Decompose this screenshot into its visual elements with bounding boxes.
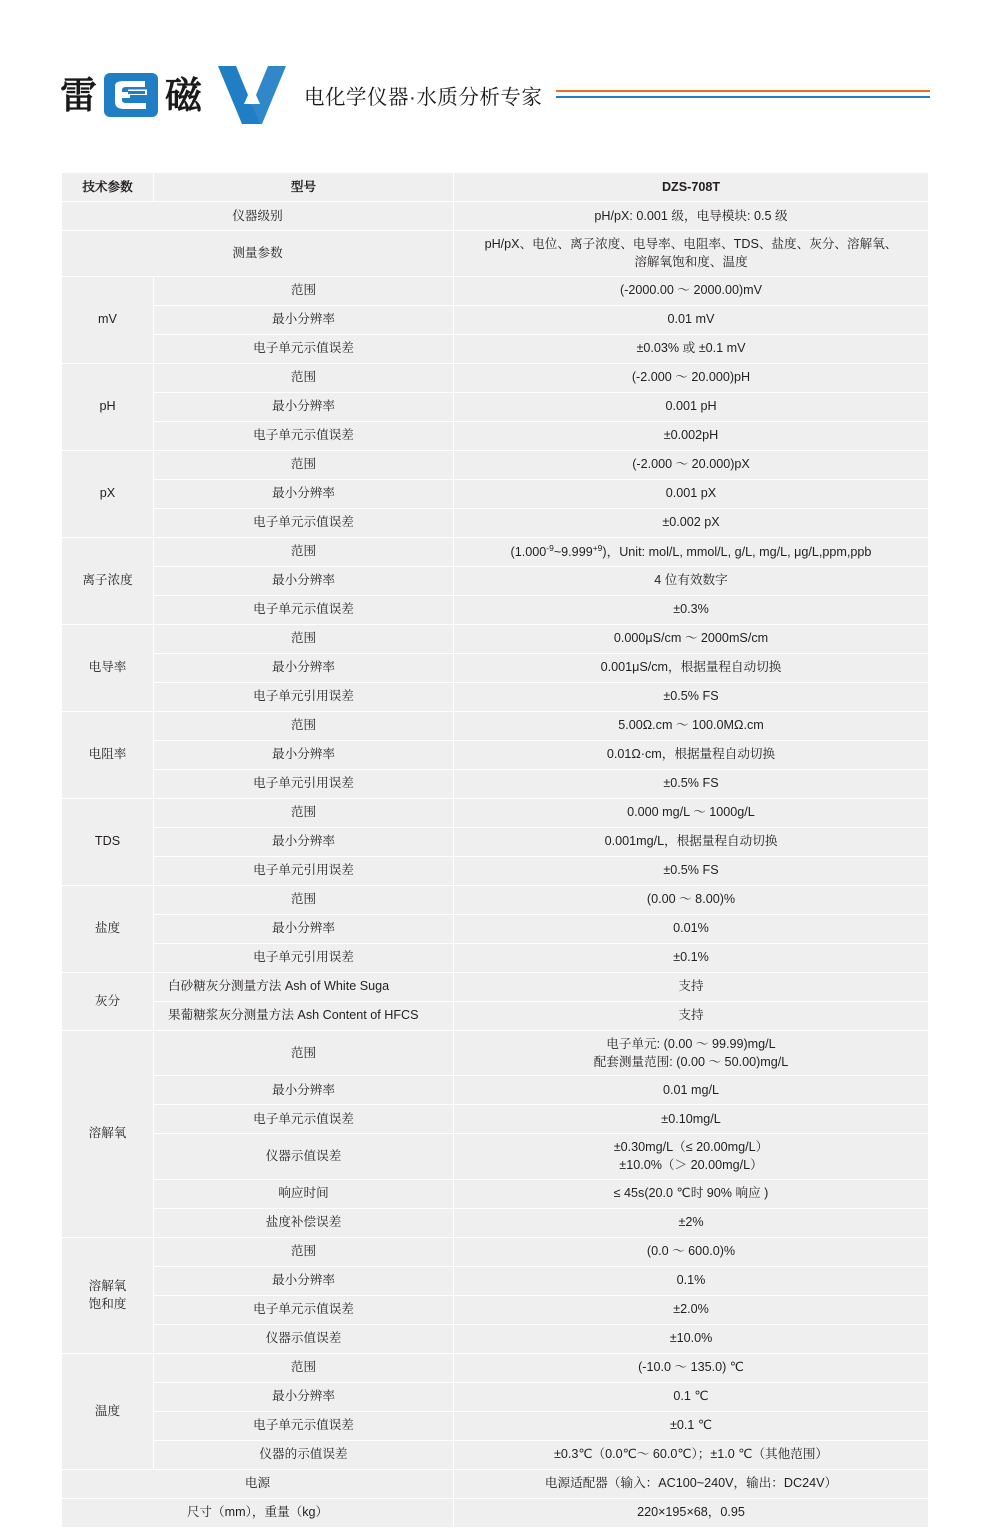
row-value: 0.000μS/cm ～ 2000mS/cm [454,624,929,653]
row-value: ±0.3% [454,595,929,624]
table-header-row [62,173,929,202]
row-label: 尺寸（mm），重量（kg） [62,1498,454,1527]
brand-logo [60,73,202,117]
table-row [62,231,929,277]
row-value: (0.00 ～ 8.00)% [454,885,929,914]
row-value: ±0.5% FS [454,769,929,798]
spec-table-head [62,173,929,202]
row-label: 测量参数 [62,231,454,277]
row-label: 最小分辨率 [154,392,454,421]
row-category: pX [62,450,154,537]
row-value: 0.001 pH [454,392,929,421]
table-row [62,1498,929,1527]
row-value: ±0.03% 或 ±0.1 mV [454,334,929,363]
row-value: 0.1% [454,1266,929,1295]
spec-table-body [62,202,929,1528]
row-value: (0.0 ～ 600.0)% [454,1237,929,1266]
row-label: 最小分辨率 [154,566,454,595]
row-value: 220×195×68，0.95 [454,1498,929,1527]
table-row [62,798,929,827]
row-category: 溶解氧 饱和度 [62,1237,154,1353]
row-label: 电子单元引用误差 [154,682,454,711]
table-row [62,479,929,508]
row-category: 溶解氧 [62,1030,154,1237]
table-row [62,595,929,624]
table-row [62,1076,929,1105]
spec-table [61,172,929,1528]
row-category: 温度 [62,1353,154,1469]
row-value: 支持 [454,972,929,1001]
row-label: 范围 [154,1353,454,1382]
table-row [62,566,929,595]
row-label: 电源 [62,1469,454,1498]
header-rules [556,89,930,101]
row-label: 最小分辨率 [154,740,454,769]
table-row [62,624,929,653]
page-header [60,55,930,135]
row-label: 响应时间 [154,1179,454,1208]
table-row [62,508,929,537]
header-rule-orange [556,90,930,92]
table-row [62,885,929,914]
row-category: 灰分 [62,972,154,1030]
table-row [62,305,929,334]
row-label: 范围 [154,885,454,914]
table-row [62,653,929,682]
table-row [62,856,929,885]
row-label: 范围 [154,711,454,740]
row-value: (-10.0 ～ 135.0) ℃ [454,1353,929,1382]
table-row [62,972,929,1001]
row-label: 电子单元示值误差 [154,421,454,450]
row-category: 电阻率 [62,711,154,798]
row-category: 离子浓度 [62,537,154,624]
logo-char-left: 雷 [60,73,97,117]
row-value: ±0.3℃（0.0℃～ 60.0℃）；±1.0 ℃（其他范围） [454,1440,929,1469]
row-label: 最小分辨率 [154,1382,454,1411]
row-value: 0.01 mg/L [454,1076,929,1105]
row-label: 最小分辨率 [154,1076,454,1105]
table-row [62,1440,929,1469]
table-row [62,1382,929,1411]
row-value: ±2% [454,1208,929,1237]
row-label: 范围 [154,363,454,392]
row-value: ±0.002 pX [454,508,929,537]
table-row [62,1001,929,1030]
table-row [62,1134,929,1180]
row-label: 范围 [154,1237,454,1266]
row-value: 5.00Ω.cm ～ 100.0MΩ.cm [454,711,929,740]
row-label: 范围 [154,798,454,827]
logo-char-right: 磁 [165,73,202,117]
table-row [62,537,929,566]
x-mark-icon [216,64,288,126]
row-label: 电子单元示值误差 [154,334,454,363]
row-value: ±0.1 ℃ [454,1411,929,1440]
brand-slogan: 电化学仪器·水质分析专家 [304,86,543,109]
row-label: 电子单元示值误差 [154,1411,454,1440]
row-value: ±2.0% [454,1295,929,1324]
row-value: 4 位有效数字 [454,566,929,595]
row-value: 0.01Ω·cm，根据量程自动切换 [454,740,929,769]
row-value: 0.001μS/cm，根据量程自动切换 [454,653,929,682]
row-value: 0.1 ℃ [454,1382,929,1411]
row-value: 电子单元: (0.00 ～ 99.99)mg/L 配套测量范围: (0.00 ～ 50.00)mg/L [454,1030,929,1076]
row-value: ±0.002pH [454,421,929,450]
row-category: mV [62,276,154,363]
row-value: (-2.000 ～ 20.000)pX [454,450,929,479]
spec-table-wrap [61,172,929,1528]
row-label: 最小分辨率 [154,653,454,682]
row-label: 电子单元引用误差 [154,856,454,885]
row-value: pH/pX、电位、离子浓度、电导率、电阻率、TDS、盐度、灰分、溶解氧、 溶解氧饱和度、温度 [454,231,929,277]
row-label: 最小分辨率 [154,827,454,856]
table-row [62,1237,929,1266]
leici-logo-mark-icon [104,73,158,117]
table-row [62,276,929,305]
row-label: 盐度补偿误差 [154,1208,454,1237]
table-row [62,711,929,740]
row-value: ±0.5% FS [454,856,929,885]
row-value: ±0.30mg/L（≤ 20.00mg/L） ±10.0%（＞ 20.00mg/L） [454,1134,929,1180]
table-row [62,943,929,972]
row-label: 电子单元示值误差 [154,595,454,624]
row-value: 0.01 mV [454,305,929,334]
table-row [62,1469,929,1498]
header-rule-blue [556,96,930,98]
table-row [62,827,929,856]
table-row [62,1266,929,1295]
table-row [62,421,929,450]
row-label: 范围 [154,624,454,653]
row-label: 最小分辨率 [154,305,454,334]
row-value: 0.001 pX [454,479,929,508]
row-value: ±10.0% [454,1324,929,1353]
row-value: ±0.5% FS [454,682,929,711]
row-label: 最小分辨率 [154,1266,454,1295]
header-model-label: 型号 [154,173,454,202]
row-value: 支持 [454,1001,929,1030]
row-category: 盐度 [62,885,154,972]
row-value: (-2000.00 ～ 2000.00)mV [454,276,929,305]
row-label: 电子单元示值误差 [154,1105,454,1134]
row-value: ±0.1% [454,943,929,972]
row-label: 仪器的示值误差 [154,1440,454,1469]
header-param-label: 技术参数 [62,173,154,202]
row-label: 果葡糖浆灰分测量方法 Ash Content of HFCS [154,1001,454,1030]
row-category: TDS [62,798,154,885]
table-row [62,1353,929,1382]
table-row [62,392,929,421]
row-label: 白砂糖灰分测量方法 Ash of White Suga [154,972,454,1001]
row-label: 仪器示值误差 [154,1134,454,1180]
row-value: ≤ 45s(20.0 ℃时 90% 响应 ) [454,1179,929,1208]
table-row [62,1324,929,1353]
table-row [62,1208,929,1237]
row-value: pH/pX: 0.001 级，电导模块: 0.5 级 [454,202,929,231]
row-value: 电源适配器（输入：AC100~240V，输出：DC24V） [454,1469,929,1498]
table-row [62,334,929,363]
row-value: 0.000 mg/L ～ 1000g/L [454,798,929,827]
table-row [62,202,929,231]
row-category: pH [62,363,154,450]
row-category: 电导率 [62,624,154,711]
row-value: 0.01% [454,914,929,943]
row-label: 电子单元引用误差 [154,769,454,798]
table-row [62,1179,929,1208]
table-row [62,914,929,943]
row-label: 范围 [154,537,454,566]
table-row [62,769,929,798]
table-row [62,450,929,479]
row-value: $(1.000^{-9}\sim 9.999^{+9})$，Unit: mol/L, mmol/L, g/L, mg/L, μg/L,ppm,ppb [454,537,929,566]
header-model-value: DZS-708T [454,173,929,202]
row-label: 电子单元示值误差 [154,1295,454,1324]
row-label: 最小分辨率 [154,479,454,508]
row-label: 仪器示值误差 [154,1324,454,1353]
row-value: 0.001mg/L，根据量程自动切换 [454,827,929,856]
row-label: 电子单元引用误差 [154,943,454,972]
table-row [62,1105,929,1134]
table-row [62,363,929,392]
table-row [62,1030,929,1076]
table-row [62,740,929,769]
row-value: (-2.000 ～ 20.000)pH [454,363,929,392]
table-row [62,682,929,711]
table-row [62,1295,929,1324]
row-label: 范围 [154,276,454,305]
row-label: 范围 [154,450,454,479]
row-label: 仪器级别 [62,202,454,231]
table-row [62,1411,929,1440]
row-value: ±0.10mg/L [454,1105,929,1134]
row-label: 范围 [154,1030,454,1076]
row-label: 最小分辨率 [154,914,454,943]
row-label: 电子单元示值误差 [154,508,454,537]
